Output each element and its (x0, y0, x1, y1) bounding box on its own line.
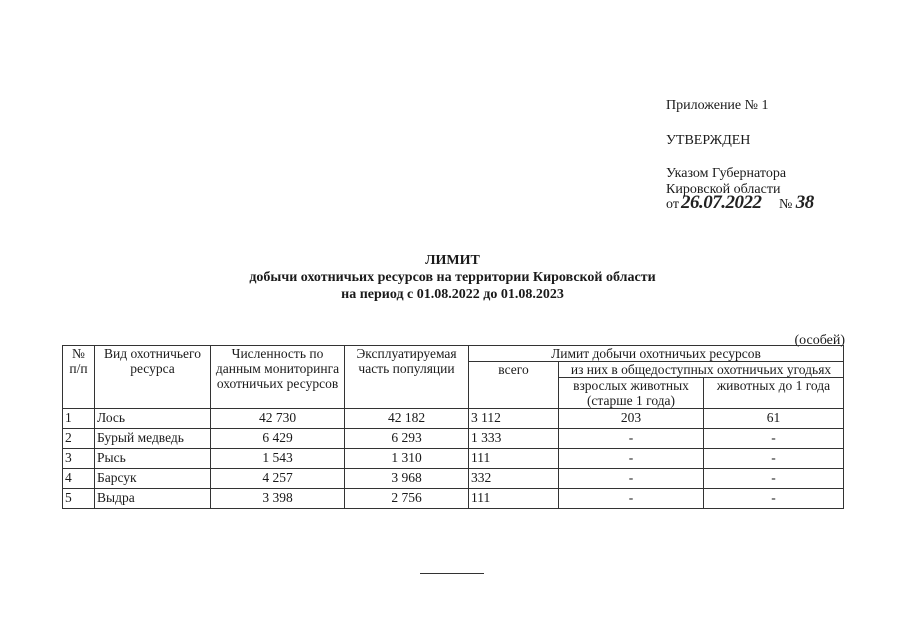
decree-line-2: Кировской области (666, 182, 781, 197)
cell-num: 4 (63, 469, 95, 489)
cell-total: 1 333 (469, 429, 559, 449)
header-population: Численность по данным мониторинга охотничьих ресурсов (211, 346, 345, 409)
cell-young: 61 (704, 409, 844, 429)
cell-population: 42 730 (211, 409, 345, 429)
cell-adults: - (559, 429, 704, 449)
cell-num: 3 (63, 449, 95, 469)
header-species: Вид охотничьего ресурса (95, 346, 211, 409)
header-total: всего (469, 362, 559, 409)
cell-exploited: 3 968 (345, 469, 469, 489)
title-line-3: на период с 01.08.2022 до 01.08.2023 (341, 287, 564, 302)
header-limit: Лимит добычи охотничьих ресурсов (469, 346, 844, 362)
cell-young: - (704, 489, 844, 509)
header-exploited: Эксплуатируемая часть популяции (345, 346, 469, 409)
title-line-2: добычи охотничьих ресурсов на территории Кировской области (249, 270, 656, 285)
number-prefix: № (778, 197, 793, 212)
cell-total: 3 112 (469, 409, 559, 429)
cell-young: - (704, 469, 844, 489)
document-title (0, 252, 905, 303)
header-num: № п/п (63, 346, 95, 409)
decree-line-1: Указом Губернатора (666, 166, 787, 181)
approved-label: УТВЕРЖДЕН (666, 133, 751, 148)
cell-population: 6 429 (211, 429, 345, 449)
header-young: животных до 1 года (704, 378, 844, 409)
cell-population: 4 257 (211, 469, 345, 489)
cell-num: 1 (63, 409, 95, 429)
cell-num: 5 (63, 489, 95, 509)
unit-note: (особей) (794, 333, 845, 348)
cell-total: 111 (469, 449, 559, 469)
cell-total: 111 (469, 489, 559, 509)
cell-young: - (704, 449, 844, 469)
title-line-1: ЛИМИТ (425, 253, 480, 268)
table-row (63, 469, 844, 489)
cell-adults: - (559, 449, 704, 469)
cell-species: Лось (95, 409, 211, 429)
cell-population: 3 398 (211, 489, 345, 509)
appendix-label: Приложение № 1 (666, 98, 769, 113)
cell-exploited: 6 293 (345, 429, 469, 449)
cell-species: Бурый медведь (95, 429, 211, 449)
table-row (63, 489, 844, 509)
limits-table (62, 345, 844, 509)
cell-exploited: 42 182 (345, 409, 469, 429)
cell-population: 1 543 (211, 449, 345, 469)
handwritten-number: 38 (795, 192, 814, 213)
date-prefix: от (666, 197, 679, 212)
cell-species: Рысь (95, 449, 211, 469)
cell-species: Барсук (95, 469, 211, 489)
footer-divider (420, 573, 484, 574)
cell-exploited: 2 756 (345, 489, 469, 509)
cell-adults: - (559, 489, 704, 509)
cell-total: 332 (469, 469, 559, 489)
cell-exploited: 1 310 (345, 449, 469, 469)
table-row (63, 429, 844, 449)
cell-species: Выдра (95, 489, 211, 509)
cell-young: - (704, 429, 844, 449)
cell-num: 2 (63, 429, 95, 449)
cell-adults: - (559, 469, 704, 489)
table-row (63, 409, 844, 429)
handwritten-date: 26.07.2022 (680, 192, 762, 213)
decree-date-line (666, 192, 814, 213)
table-row (63, 449, 844, 469)
cell-adults: 203 (559, 409, 704, 429)
header-adults: взрослых животных (старше 1 года) (559, 378, 704, 409)
header-public-lands: из них в общедоступных охотничьих угодьях (559, 362, 844, 378)
